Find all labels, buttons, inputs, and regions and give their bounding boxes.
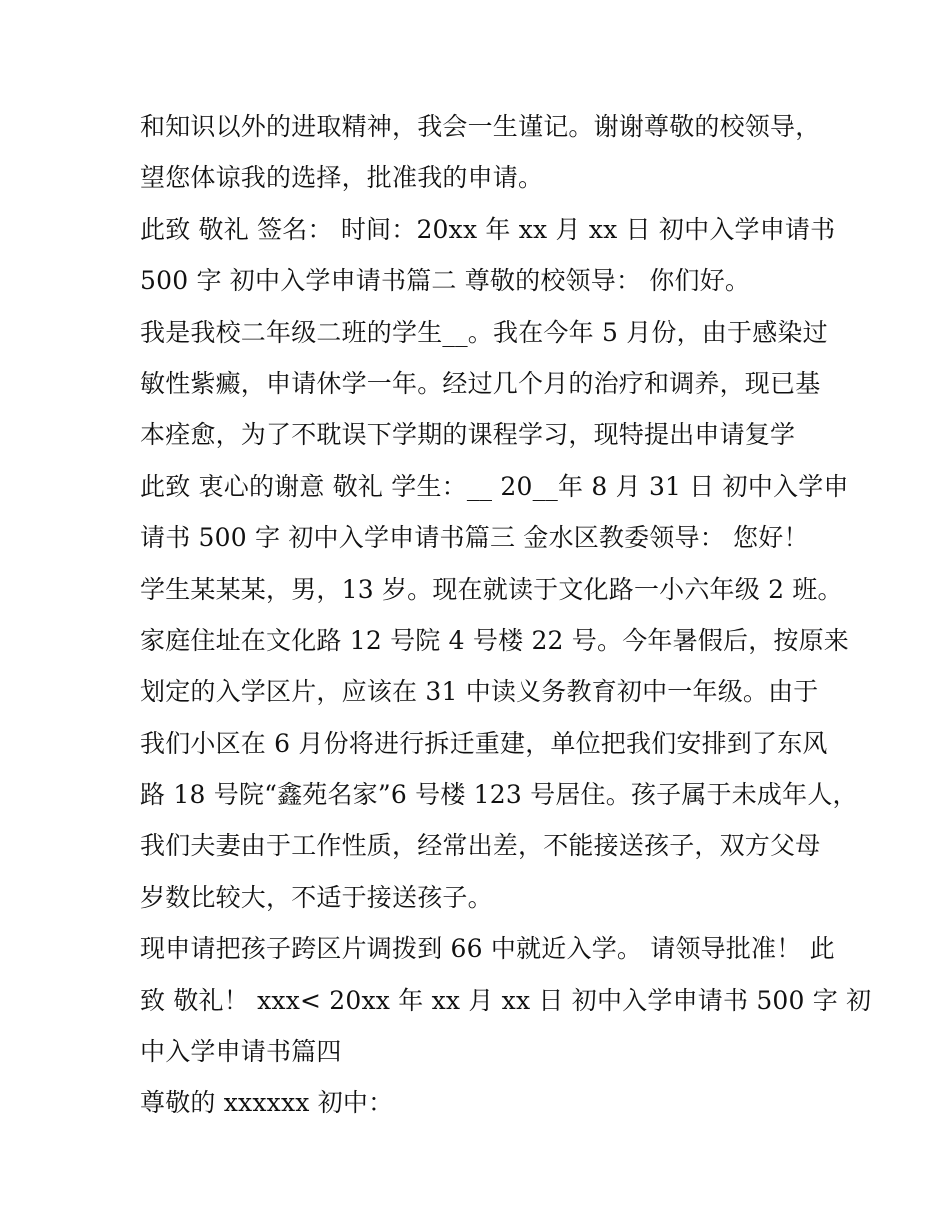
text-line: 敏性紫癜，申请休学一年。经过几个月的治疗和调养，现已基 [140,368,821,398]
text-line: 500 字 初中入学申请书篇二 尊敬的校领导： 你们好。 [140,266,751,296]
text-line: 现申请把孩子跨区片调拨到 66 中就近入学。 请领导批准！ 此 [140,934,835,964]
text-line: 中入学申请书篇四 [140,1037,342,1067]
text-line: 我们夫妻由于工作性质，经常出差，不能接送孩子，双方父母 [140,831,821,861]
text-line: 请书 500 字 初中入学申请书篇三 金水区教委领导： 您好！ [140,523,809,553]
text-line: 我是我校二年级二班的学生__。我在今年 5 月份，由于感染过 [140,317,828,347]
text-line: 望您体谅我的选择，批准我的申请。 [140,163,544,193]
text-line: 划定的入学区片，应该在 31 中读义务教育初中一年级。由于 [140,677,819,707]
text-line: 此致 衷心的谢意 敬礼 学生：__ 20__年 8 月 31 日 初中入学申 [140,471,849,501]
text-line: 家庭住址在文化路 12 号院 4 号楼 22 号。今年暑假后，按原来 [140,625,850,655]
text-line: 尊敬的 xxxxxx 初中： [140,1088,394,1118]
text-line: 岁数比较大，不适于接送孩子。 [140,882,493,912]
text-line: 路 18 号院“鑫苑名家”6 号楼 123 号居住。孩子属于未成年人， [140,780,858,810]
text-line: 学生某某某，男，13 岁。现在就读于文化路一小六年级 2 班。 [140,574,843,604]
text-line: 和知识以外的进取精神，我会一生谨记。谢谢尊敬的校领导， [140,112,821,141]
text-line: 我们小区在 6 月份将进行拆迁重建，单位把我们安排到了东风 [140,728,828,758]
text-line: 本痊愈，为了不耽误下学期的课程学习，现特提出申请复学 [140,420,796,450]
text-line: 致 敬礼！ xxx< 20xx 年 xx 月 xx 日 初中入学申请书 500 字 初 [140,985,872,1015]
document-body [140,104,872,1132]
text-line: 此致 敬礼 签名： 时间：20xx 年 xx 月 xx 日 初中入学申请书 [140,214,836,244]
